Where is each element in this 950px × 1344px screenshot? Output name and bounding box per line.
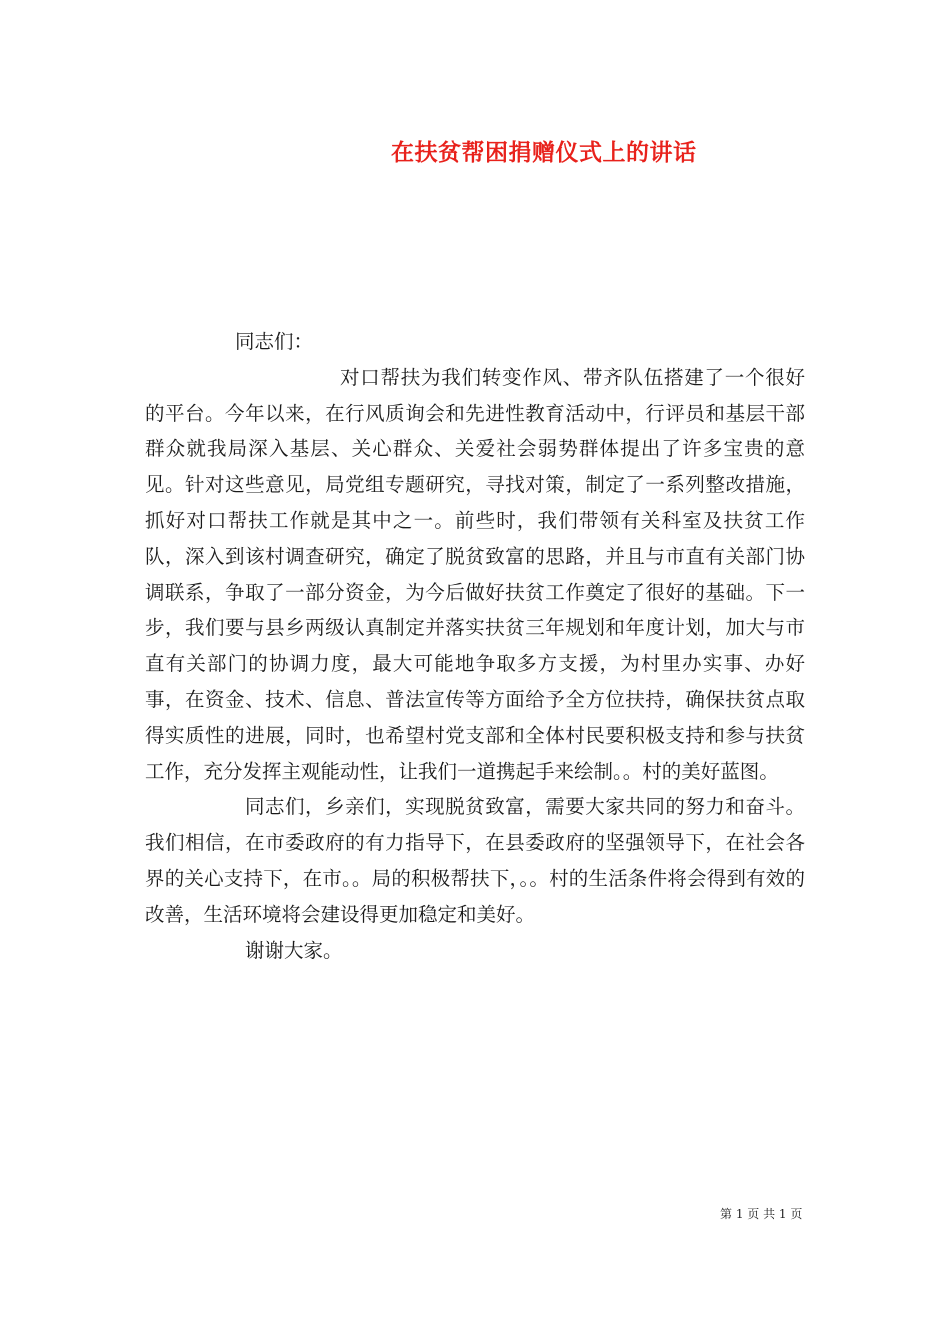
document-title: 在扶贫帮困捐赠仪式上的讲话 [391, 139, 697, 166]
salutation: 同志们： [235, 330, 314, 353]
closing-line: 谢谢大家。 [245, 938, 343, 962]
document-body [145, 324, 805, 968]
paragraph-2: 同志们，乡亲们，实现脱贫致富，需要大家共同的努力和奋斗。我们相信，在市委政府的有力指导下，在县委政府的坚强领导下，在社会各界的关心支持下，在市。。局的积极帮扶下，。。村的生活条件将会得到有效的改善，生活环境将会建设得更加稳定和美好。 [145, 795, 805, 926]
paragraph-1: 对口帮扶为我们转变作风、带齐队伍搭建了一个很好的平台。今年以来，在行风质询会和先进性教育活动中，行评员和基层干部群众就我局深入基层、关心群众、关爱社会弱势群体提出了许多宝贵的意见。针对这些意见，局党组专题研究，寻找对策，制定了一系列整改措施，抓好对口帮扶工作就是其中之一。前些时，我们带领有关科室及扶贫工作队，深入到该村调查研究，确定了脱贫致富的思路，并且与市直有关部门协调联系，争取了一部分资金，为今后做好扶贫工作奠定了很好的基础。下一步，我们要与县乡两级认真制定并落实扶贫三年规划和年度计划，加大与市直有关部门的协调力度，最大可能地争取多方支援，为村里办实事、办好事，在资金、技术、信息、普法宣传等方面给予全方位扶持，确保扶贫点取得实质性的进展，同时，也希望村党支部和全体村民要积极支持和参与扶贫工作，充分发挥主观能动性，让我们一道携起手来绘制。。村的美好蓝图。 [145, 365, 805, 783]
page-number-footer: 第 1 页 共 1 页 [720, 1207, 803, 1221]
